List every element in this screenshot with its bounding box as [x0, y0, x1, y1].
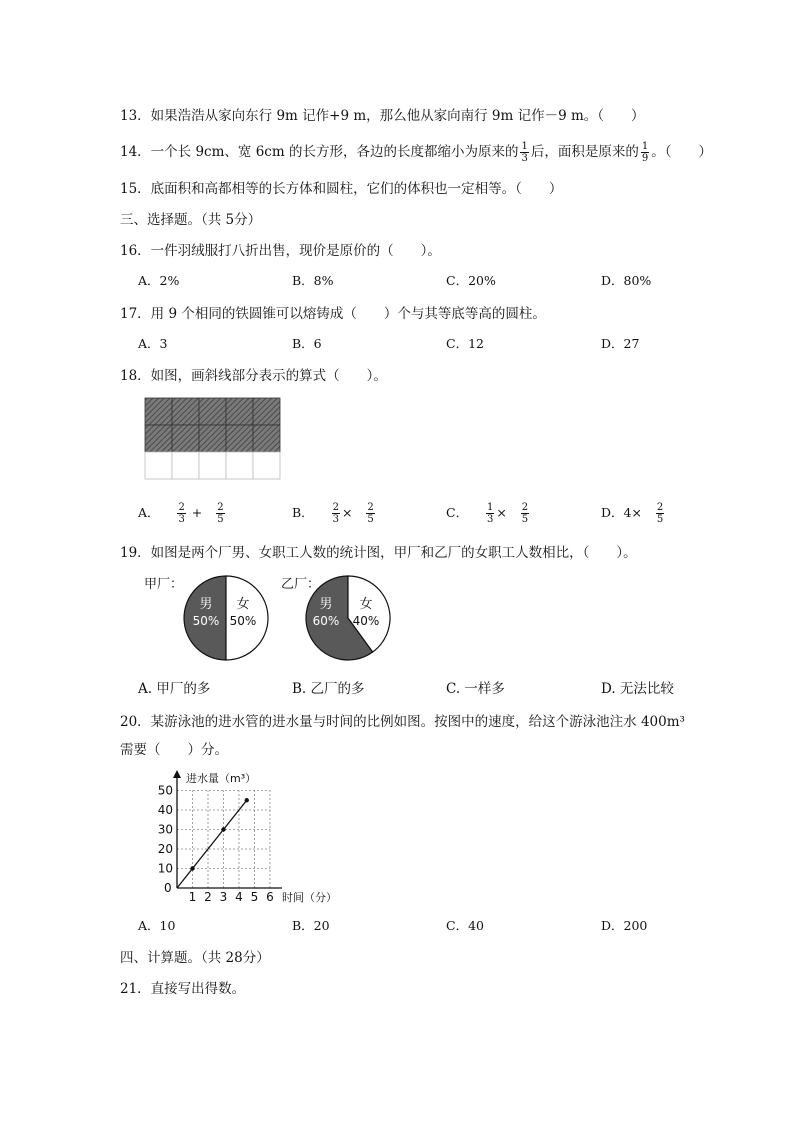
- grid-cell-shaded: [226, 398, 253, 425]
- q16-option-a[interactable]: A．2%: [138, 273, 180, 288]
- q16-option-c[interactable]: C．20%: [446, 273, 496, 288]
- q17-option-b[interactable]: B．6: [292, 336, 322, 351]
- pie-b-male-pct: 60%: [312, 614, 340, 628]
- data-point: [245, 798, 249, 802]
- x-tick-label: 4: [235, 890, 243, 904]
- pie-b-title: 乙厂：: [281, 577, 321, 592]
- question-19: 19．如图是两个厂男、女职工人数的统计图，甲厂和乙厂的女职工人数相比，（ ）。: [120, 545, 637, 561]
- question-15: 15．底面积和高都相等的长方体和圆柱，它们的体积也一定相等。（ ）: [120, 181, 563, 197]
- section-3-heading: 三、选择题。（共 5分）: [120, 212, 262, 228]
- q19-option-d[interactable]: D. 无法比较: [601, 681, 674, 697]
- q20-options: [138, 916, 698, 936]
- question-20-line-2: 需要（ ）分。: [120, 742, 228, 758]
- pie-b-female-pct: 40%: [352, 614, 380, 628]
- y-axis-arrow: [173, 770, 181, 778]
- q14-fraction-2: $\frac{1}{9}$: [641, 141, 649, 164]
- x-tick-label: 5: [250, 890, 259, 904]
- data-point: [190, 866, 194, 870]
- grid-cell-shaded: [172, 425, 199, 452]
- question-17: 17．用 9 个相同的铁圆锥可以熔铸成（ ）个与其等底等高的圆柱。: [120, 306, 546, 322]
- q17-option-c[interactable]: C．12: [446, 336, 484, 351]
- pie-a-male-pct: 50%: [192, 614, 220, 628]
- grid-cell-shaded: [253, 425, 280, 452]
- x-tick-label: 2: [204, 890, 212, 904]
- q14-text-3: 。（ ）: [651, 144, 712, 160]
- question-14: [120, 140, 712, 164]
- pie-b-female-label: 女: [359, 597, 373, 612]
- grid-cell: [226, 452, 253, 479]
- y-tick-label: 10: [157, 861, 173, 876]
- q17-option-d[interactable]: D．27: [601, 336, 640, 351]
- y-tick-label: 30: [157, 822, 173, 837]
- grid-cell: [145, 452, 172, 479]
- q14-text-1: 14．一个长 9cm、宽 6cm 的长方形，各边的长度都缩小为原来的: [120, 144, 519, 160]
- pie-a-title: 甲厂：: [144, 577, 184, 592]
- grid-cell: [253, 452, 280, 479]
- x-tick-label: 3: [219, 890, 228, 904]
- y-axis-label: 进水量（m³）: [186, 772, 257, 785]
- grid-cell: [172, 452, 199, 479]
- question-16: 16．一件羽绒服打八折出售，现价是原价的（ ）。: [120, 243, 441, 259]
- q19-option-a[interactable]: A. 甲厂的多: [138, 681, 211, 697]
- pie-b-male-label: 男: [319, 597, 333, 612]
- section-4-heading: 四、计算题。（共 28分）: [120, 950, 270, 966]
- q18-options: [138, 502, 698, 532]
- grid-cell-shaded: [226, 425, 253, 452]
- q19-pie-figure: [142, 570, 394, 666]
- q18-option-a[interactable]: A． $\frac{2}{3}$ + $\frac{2}{5}$: [138, 502, 224, 525]
- q19-option-c[interactable]: C. 一样多: [446, 681, 505, 697]
- q20-option-c[interactable]: C．40: [446, 918, 484, 933]
- q19-options: [138, 677, 698, 697]
- grid-cell-shaded: [145, 398, 172, 425]
- origin-label: 0: [164, 881, 172, 895]
- grid-cell-shaded: [199, 425, 226, 452]
- series-line: [177, 800, 247, 888]
- grid-cell: [199, 452, 226, 479]
- q14-text-2: 后，面积是原来的: [530, 144, 639, 160]
- question-20-line-1: 20．某游泳池的进水管的进水量与时间的比例如图。按图中的速度，给这个游泳池注水 400m³: [120, 714, 685, 730]
- x-axis-label: 时间（分）: [282, 891, 337, 904]
- question-21: 21．直接写出得数。: [120, 981, 246, 997]
- x-tick-label: 1: [188, 890, 197, 904]
- q18-option-d[interactable]: D．4× $\frac{2}{5}$: [601, 502, 664, 525]
- pie-a-female-label: 女: [236, 597, 250, 612]
- question-13: 13．如果浩浩从家向东行 9m 记作+9 m，那么他从家向南行 9m 记作－9 m。（ ）: [120, 108, 645, 124]
- q16-option-d[interactable]: D．80%: [601, 273, 652, 288]
- x-tick-label: 6: [266, 890, 274, 904]
- q20-option-a[interactable]: A．10: [138, 918, 176, 933]
- pie-a-female-pct: 50%: [229, 614, 257, 628]
- q18-option-c[interactable]: C． $\frac{1}{3}$ × $\frac{2}{5}$: [446, 502, 529, 525]
- y-tick-label: 20: [157, 842, 173, 856]
- y-tick-label: 50: [157, 783, 173, 798]
- question-18: 18．如图，画斜线部分表示的算式（ ）。: [120, 368, 387, 384]
- q14-fraction-1: $\frac{1}{3}$: [521, 141, 528, 164]
- q18-grid-figure: [143, 396, 283, 484]
- grid-cell-shaded: [145, 425, 172, 452]
- q17-options: [138, 334, 698, 354]
- grid-cell-shaded: [172, 398, 199, 425]
- grid-cell-shaded: [253, 398, 280, 425]
- q16-option-b[interactable]: B．8%: [292, 273, 334, 288]
- pie-a-male-label: 男: [199, 597, 213, 612]
- q20-option-b[interactable]: B．20: [292, 918, 330, 933]
- y-tick-label: 40: [157, 803, 173, 817]
- q17-option-a[interactable]: A．3: [138, 336, 168, 351]
- q20-option-d[interactable]: D．200: [601, 918, 648, 933]
- q19-option-b[interactable]: B. 乙厂的多: [292, 681, 365, 697]
- q20-line-chart: [142, 766, 357, 904]
- data-point: [221, 827, 225, 831]
- grid-cell-shaded: [199, 398, 226, 425]
- q16-options: [138, 271, 698, 291]
- q18-option-b[interactable]: B． $\frac{2}{3}$ × $\frac{2}{5}$: [292, 502, 374, 525]
